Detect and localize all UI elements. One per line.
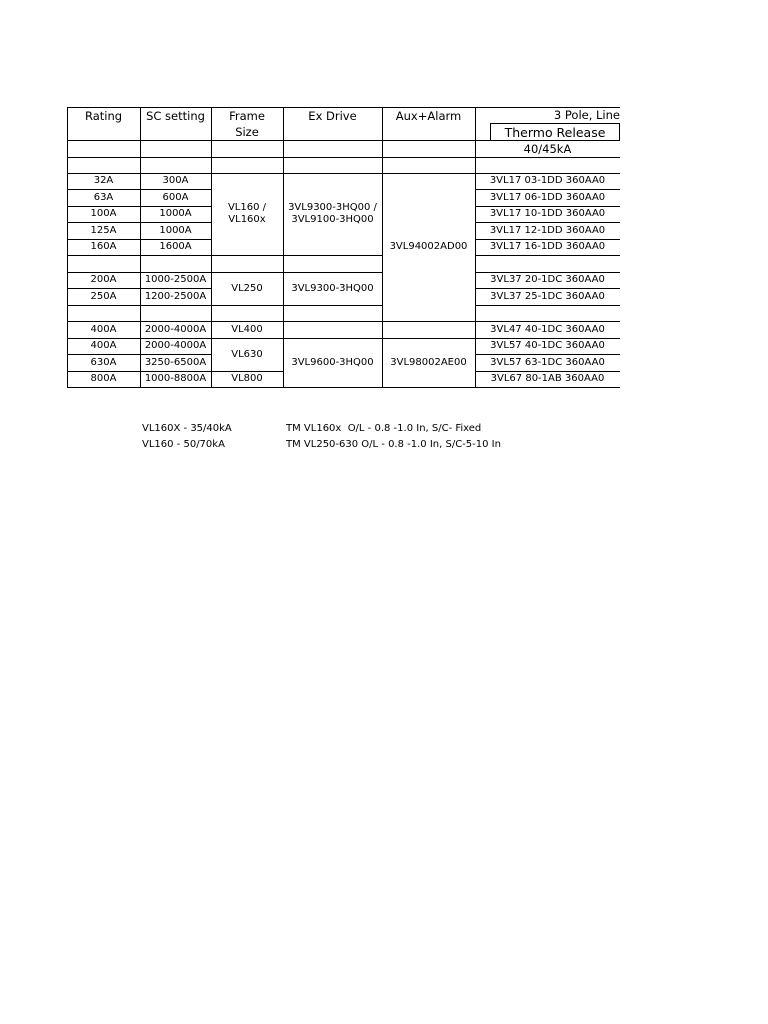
grid-line (67, 222, 211, 223)
grid-line (67, 354, 211, 355)
header-breaking-capacity: 40/45kA (523, 142, 572, 156)
part-number-cell: 3VL67 80-1AB 360AA0 (490, 373, 605, 384)
header-rating: Rating (84, 109, 123, 123)
grid-line (475, 305, 620, 306)
rating-cell: 400A (90, 340, 117, 351)
rating-cell: 100A (90, 208, 117, 219)
grid-line (283, 107, 284, 387)
sc-setting-cell: 1000-2500A (144, 274, 207, 285)
grid-line (67, 107, 620, 108)
part-number-cell: 3VL37 20-1DC 360AA0 (490, 274, 605, 285)
grid-line (475, 288, 620, 289)
frame-vl160-line1: VL160 / (227, 202, 267, 213)
ex-drive-vl160-line1: 3VL9300-3HQ00 / (288, 202, 377, 213)
header-sc-setting: SC setting (146, 109, 205, 123)
header-frame-size-line2: Size (235, 125, 259, 139)
part-number-cell: 3VL17 03-1DD 360AA0 (489, 175, 606, 186)
sc-setting-cell: 1200-2500A (144, 290, 207, 302)
header-thermo-release: Thermo Release (490, 123, 620, 141)
ex-drive-vl630-800: 3VL9600-3HQ00 (291, 356, 374, 368)
grid-line (67, 255, 382, 256)
grid-line (67, 239, 211, 240)
grid-line (67, 272, 382, 273)
part-number-cell: 3VL57 63-1DC 360AA0 (490, 356, 605, 368)
grid-line (67, 157, 620, 158)
frame-vl800: VL800 (231, 373, 263, 384)
rating-cell: 160A (90, 241, 117, 252)
breaker-selection-table (67, 107, 620, 387)
grid-line (67, 371, 283, 372)
frame-vl160-line2: VL160x (228, 214, 266, 225)
header-ex-drive: Ex Drive (308, 109, 357, 123)
part-number-cell: 3VL57 40-1DC 360AA0 (490, 340, 605, 351)
ex-drive-vl160-line2: 3VL9100-3HQ00 (291, 214, 374, 225)
sc-setting-cell: 1000A (159, 224, 192, 236)
grid-line (67, 338, 620, 339)
rating-cell: 400A (90, 323, 117, 335)
grid-line (475, 206, 620, 207)
part-number-cell: 3VL17 12-1DD 360AA0 (489, 224, 606, 236)
frame-vl250: VL250 (231, 282, 263, 294)
aux-alarm-vl160-250: 3VL94002AD00 (389, 241, 468, 252)
header-pole-line: 3 Pole, Line (553, 108, 620, 122)
grid-line (211, 107, 212, 387)
sc-setting-cell: 1000A (159, 208, 192, 219)
header-frame-size-line1: Frame (229, 109, 265, 123)
grid-line (475, 272, 620, 273)
rating-cell: 200A (90, 274, 117, 285)
sc-setting-cell: 3250-6500A (144, 356, 207, 368)
grid-line (67, 288, 211, 289)
sc-setting-cell: 1600A (159, 241, 192, 252)
rating-cell: 32A (93, 175, 114, 186)
header-aux-alarm: Aux+Alarm (395, 109, 462, 123)
part-number-cell: 3VL17 16-1DD 360AA0 (489, 241, 606, 252)
frame-vl160 (211, 173, 283, 255)
grid-line (67, 305, 382, 306)
rating-cell: 63A (93, 191, 114, 203)
grid-line (475, 354, 620, 355)
grid-line (67, 140, 490, 141)
grid-line (475, 107, 476, 387)
note-tm-vl250-630: TM VL250-630 O/L - 0.8 -1.0 In, S/C-5-10 In (286, 439, 501, 450)
grid-line (67, 173, 620, 174)
header-frame-size (211, 107, 283, 140)
rating-cell: 250A (90, 290, 117, 302)
rating-cell: 630A (90, 356, 117, 368)
ex-drive-vl250: 3VL9300-3HQ00 (291, 282, 374, 294)
grid-line (67, 189, 211, 190)
frame-vl400: VL400 (231, 323, 263, 335)
part-number-cell: 3VL17 06-1DD 360AA0 (489, 191, 606, 203)
frame-vl630: VL630 (231, 348, 263, 360)
note-tm-vl160x: TM VL160x O/L - 0.8 -1.0 In, S/C- Fixed (286, 423, 482, 434)
ex-drive-vl160 (283, 173, 382, 255)
grid-line (67, 107, 68, 387)
rating-cell: 125A (90, 224, 117, 236)
grid-line (475, 189, 620, 190)
sc-setting-cell: 1000-8800A (144, 373, 207, 384)
rating-cell: 800A (90, 373, 117, 384)
grid-line (67, 321, 620, 322)
grid-line (140, 107, 141, 387)
grid-line (475, 222, 620, 223)
sc-setting-cell: 2000-4000A (144, 340, 207, 351)
sc-setting-cell: 600A (162, 191, 189, 203)
sc-setting-cell: 2000-4000A (144, 323, 207, 335)
grid-line (475, 239, 620, 240)
aux-alarm-vl630-800: 3VL98002AE00 (390, 356, 467, 368)
grid-line (382, 107, 383, 387)
grid-line (475, 255, 620, 256)
grid-line (475, 371, 620, 372)
sc-setting-cell: 300A (162, 175, 189, 186)
note-vl160-capacity: VL160 - 50/70kA (142, 439, 225, 450)
part-number-cell: 3VL37 25-1DC 360AA0 (490, 290, 605, 302)
note-vl160x-capacity: VL160X - 35/40kA (142, 423, 232, 434)
part-number-cell: 3VL17 10-1DD 360AA0 (489, 208, 606, 219)
grid-line (67, 387, 620, 388)
part-number-cell: 3VL47 40-1DC 360AA0 (490, 323, 605, 335)
grid-line (67, 206, 211, 207)
